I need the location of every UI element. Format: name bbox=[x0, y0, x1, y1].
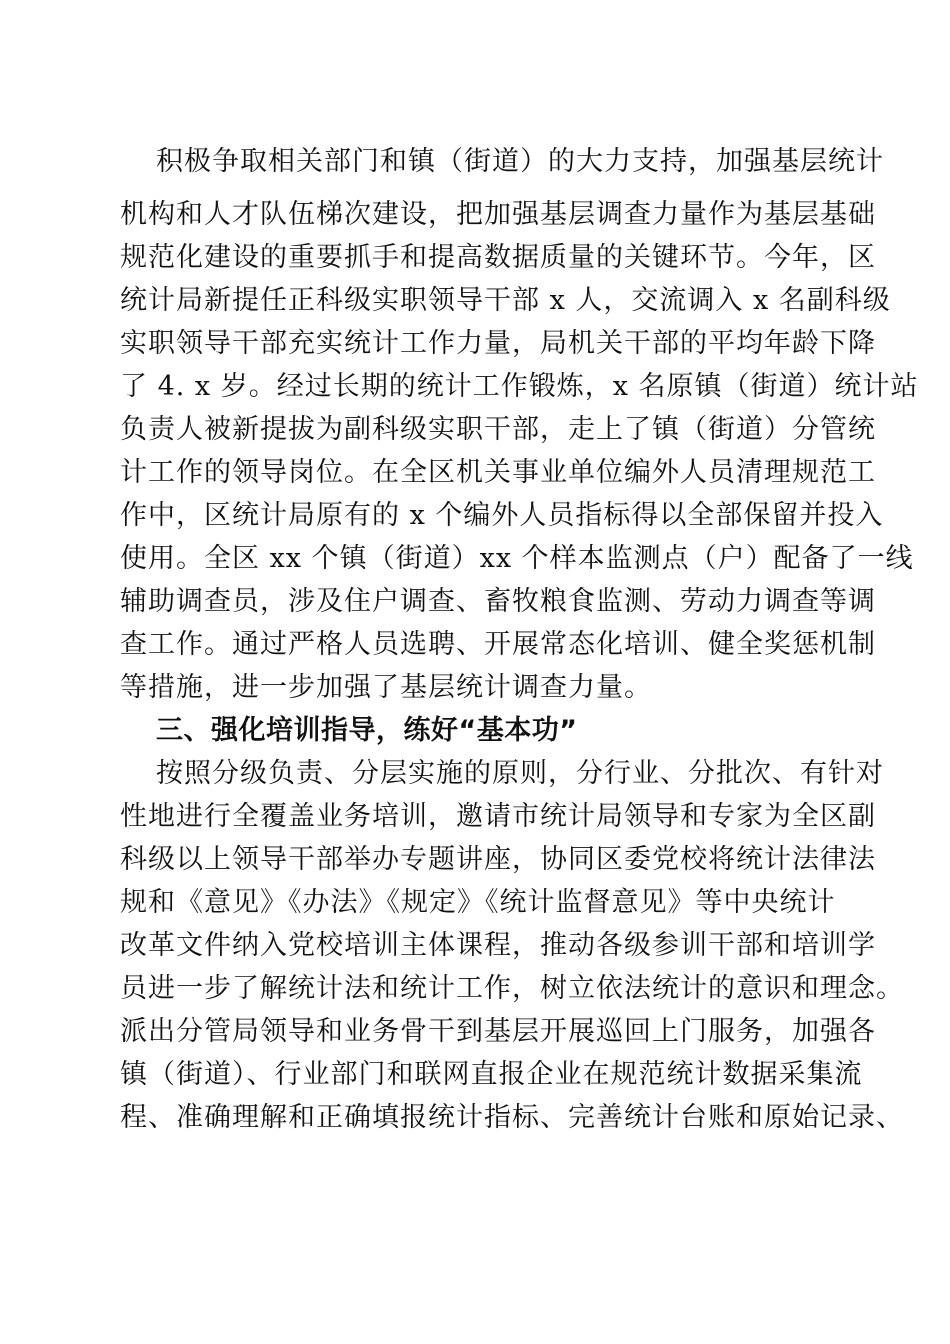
paragraph-1-line-10: 使用。全区 xx 个镇（街道）xx 个样本监测点（户）配备了一线 bbox=[120, 543, 914, 574]
paragraph-2-line-7: 派出分管局领导和业务骨干到基层开展巡回上门服务，加强各 bbox=[120, 1016, 876, 1047]
paragraph-1-line-11: 辅助调查员，涉及住户调查、畜牧粮食监测、劳动力调查等调 bbox=[120, 586, 876, 617]
paragraph-2-line-1: 按照分级负责、分层实施的原则，分行业、分批次、有针对 bbox=[156, 758, 884, 789]
paragraph-1-line-9: 作中，区统计局原有的 x 个编外人员指标得以全部保留并投入 bbox=[120, 500, 884, 531]
paragraph-1-line-3: 规范化建设的重要抓手和提高数据质量的关键环节。今年，区 bbox=[120, 242, 876, 273]
paragraph-1-line-7: 负责人被新提拔为副科级实职干部，走上了镇（街道）分管统 bbox=[120, 414, 876, 445]
paragraph-1-line-2: 机构和人才队伍梯次建设，把加强基层调查力量作为基层基础 bbox=[120, 199, 876, 230]
paragraph-1-line-5: 实职领导干部充实统计工作力量，局机关干部的平均年龄下降 bbox=[120, 328, 876, 359]
paragraph-1-line-4: 统计局新提任正科级实职领导干部 x 人，交流调入 x 名副科级 bbox=[120, 285, 891, 316]
paragraph-1-line-13: 等措施，进一步加强了基层统计调查力量。 bbox=[120, 672, 652, 703]
paragraph-2-line-3: 科级以上领导干部举办专题讲座，协同区委党校将统计法律法 bbox=[120, 844, 876, 875]
paragraph-2-line-8: 镇（街道）、行业部门和联网直报企业在规范统计数据采集流 bbox=[120, 1059, 863, 1090]
section-heading-3: 三、强化培训指导，练好“基本功” bbox=[156, 715, 578, 746]
paragraph-1-line-8: 计工作的领导岗位。在全区机关事业单位编外人员清理规范工 bbox=[120, 457, 876, 488]
paragraph-1-line-6: 了 4. x 岁。经过长期的统计工作锻炼，x 名原镇（街道）统计站 bbox=[120, 371, 919, 402]
paragraph-2-line-9: 程、准确理解和正确填报统计指标、完善统计台账和原始记录、 bbox=[120, 1102, 904, 1133]
paragraph-2-line-4: 规和《意见》《办法》《规定》《统计监督意见》等中央统计 bbox=[120, 887, 836, 918]
paragraph-2-line-5: 改革文件纳入党校培训主体课程，推动各级参训干部和培训学 bbox=[120, 930, 876, 961]
paragraph-1-line-1: 积极争取相关部门和镇（街道）的大力支持，加强基层统计 bbox=[156, 146, 884, 177]
paragraph-2-line-6: 员进一步了解统计法和统计工作，树立依法统计的意识和理念。 bbox=[120, 973, 904, 1004]
paragraph-1-line-12: 查工作。通过严格人员选聘、开展常态化培训、健全奖惩机制 bbox=[120, 629, 876, 660]
paragraph-2-line-2: 性地进行全覆盖业务培训，邀请市统计局领导和专家为全区副 bbox=[120, 801, 876, 832]
